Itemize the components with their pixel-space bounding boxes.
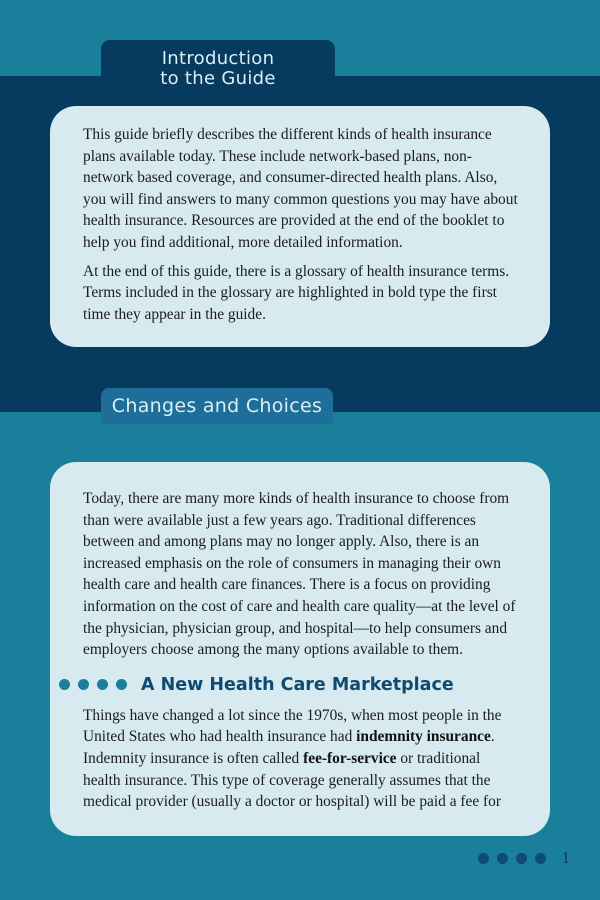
footer-dot-icon [497, 853, 508, 864]
page-footer [478, 848, 571, 868]
p2-text-3: or traditional health insurance. This type of coverage generally assumes that the medical provider (usually a doctor or hospital) will be paid a fee for [83, 749, 501, 811]
p2-text-2: . Indemnity insurance is often called [83, 728, 495, 767]
intro-paragraph-1: This guide briefly describes the different kinds of health insurance plans available today. These include network-based plans, non-network based coverage, and consumer-directed health plans. Also, you will find answers to many common questions you may have about health insurance. Resources are provided at the end of the booklet to help you find additional, more detailed information. [83, 126, 518, 251]
subsection-heading [59, 675, 520, 695]
tab-title-line1: Introduction [161, 48, 275, 69]
glossary-term-fee-for-service: fee-for-service [303, 749, 397, 767]
intro-paragraph-2: At the end of this guide, there is a glossary of health insurance terms. Terms included in the glossary are highlighted in bold type the first time they appear in the guide. [83, 262, 510, 323]
changes-paragraph-2 [83, 705, 520, 813]
introduction-card [50, 106, 550, 347]
changes-card [50, 462, 550, 836]
tab-title-line2: to the Guide [160, 68, 276, 89]
subsection-title: A New Health Care Marketplace [141, 674, 454, 695]
section-tab-introduction [101, 40, 335, 89]
footer-dot-icon [516, 853, 527, 864]
footer-dot-icon [478, 853, 489, 864]
changes-paragraph-1: Today, there are many more kinds of health insurance to choose from than were available just a few years ago. Traditional differences between and among plans may no longer apply. Also, there is an increased emphasis on the role of consumers in managing their own health care and health care finances. There is a focus on providing information on the cost of care and health care quality—at the level of the physician, physician group, and hospital—to help consumers and employers choose among the many options available to them. [83, 490, 516, 659]
page-number: 1 [561, 848, 570, 867]
p2-text-1: Things have changed a lot since the 1970s, when most people in the United States who had health insurance had [83, 706, 502, 746]
footer-dot-icon [535, 853, 546, 864]
bullet-dots-icon [59, 679, 127, 690]
glossary-term-indemnity-insurance: indemnity insurance [356, 728, 491, 746]
section-tab-changes-and-choices: Changes and Choices [101, 388, 333, 424]
